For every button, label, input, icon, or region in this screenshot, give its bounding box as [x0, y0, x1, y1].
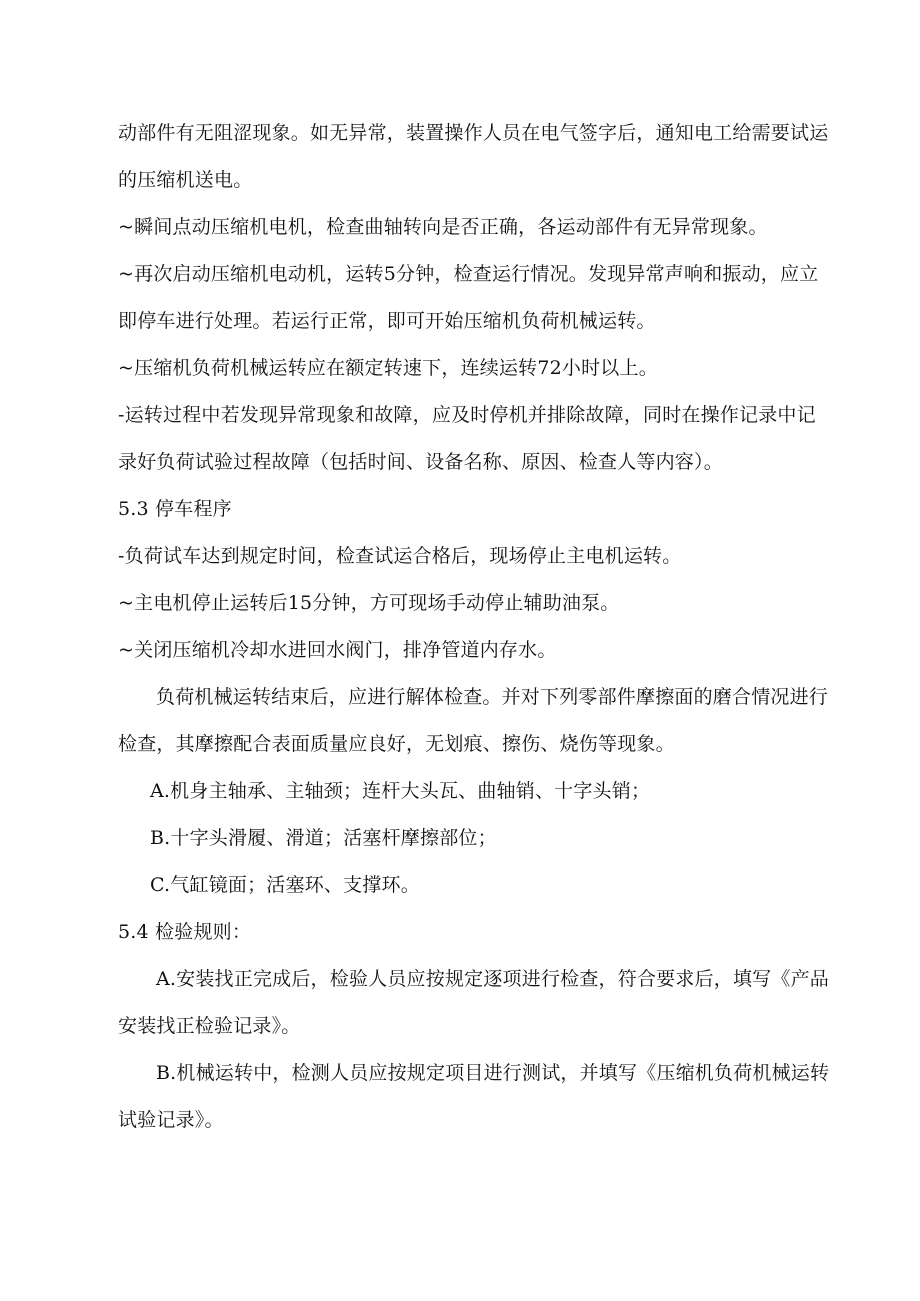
paragraph-inspection-rule-b: B.机械运转中，检测人员应按规定项目进行测试，并填写《压缩机负荷机械运转试验记录》。	[118, 1062, 830, 1131]
paragraph-close-cooling-water: ~关闭压缩机冷却水进回水阀门，排净管道内存水。	[118, 639, 557, 661]
paragraph-load-run-72h: ~压缩机负荷机械运转应在额定转速下，连续运转72小时以上。	[118, 357, 658, 379]
paragraph-stop-oil-pump: ~主电机停止运转后15分钟，方可现场手动停止辅助油泵。	[118, 592, 620, 614]
list-item-b-crosshead: B.十字头滑履、滑道；活塞杆摩擦部位；	[150, 827, 497, 849]
section-heading-5-4: 5.4 检验规则：	[118, 921, 252, 943]
section-heading-5-3: 5.3 停车程序	[118, 498, 232, 520]
paragraph-restart-motor: ~再次启动压缩机电动机，运转5分钟，检查运行情况。发现异常声响和振动，应立即停车进行处理。若运行正常，即可开始压缩机负荷机械运转。	[118, 263, 819, 332]
paragraph-disassembly-inspection: 负荷机械运转结束后，应进行解体检查。并对下列零部件摩擦面的磨合情况进行检查，其摩擦配合表面质量应良好，无划痕、擦伤、烧伤等现象。	[118, 686, 829, 755]
paragraph-startup-check-continued: 动部件有无阻涩现象。如无异常，装置操作人员在电气签字后，通知电工给需要试运的压缩机送电。	[118, 122, 829, 191]
list-item-a-bearings: A.机身主轴承、主轴颈；连杆大头瓦、曲轴销、十字头销；	[150, 780, 651, 802]
paragraph-inspection-rule-a: A.安装找正完成后，检验人员应按规定逐项进行检查，符合要求后，填写《产品安装找正检验记录》。	[118, 968, 829, 1037]
paragraph-fault-handling: -运转过程中若发现异常现象和故障，应及时停机并排除故障，同时在操作记录中记录好负荷试验过程故障（包括时间、设备名称、原因、检查人等内容）。	[118, 404, 816, 473]
paragraph-stop-main-motor: -负荷试车达到规定时间，检查试运合格后，现场停止主电机运转。	[118, 545, 682, 567]
paragraph-jog-motor: ~瞬间点动压缩机电机，检查曲轴转向是否正确，各运动部件有无异常现象。	[118, 216, 768, 238]
list-item-c-cylinder: C.气缸镜面；活塞环、支撑环。	[150, 874, 420, 896]
